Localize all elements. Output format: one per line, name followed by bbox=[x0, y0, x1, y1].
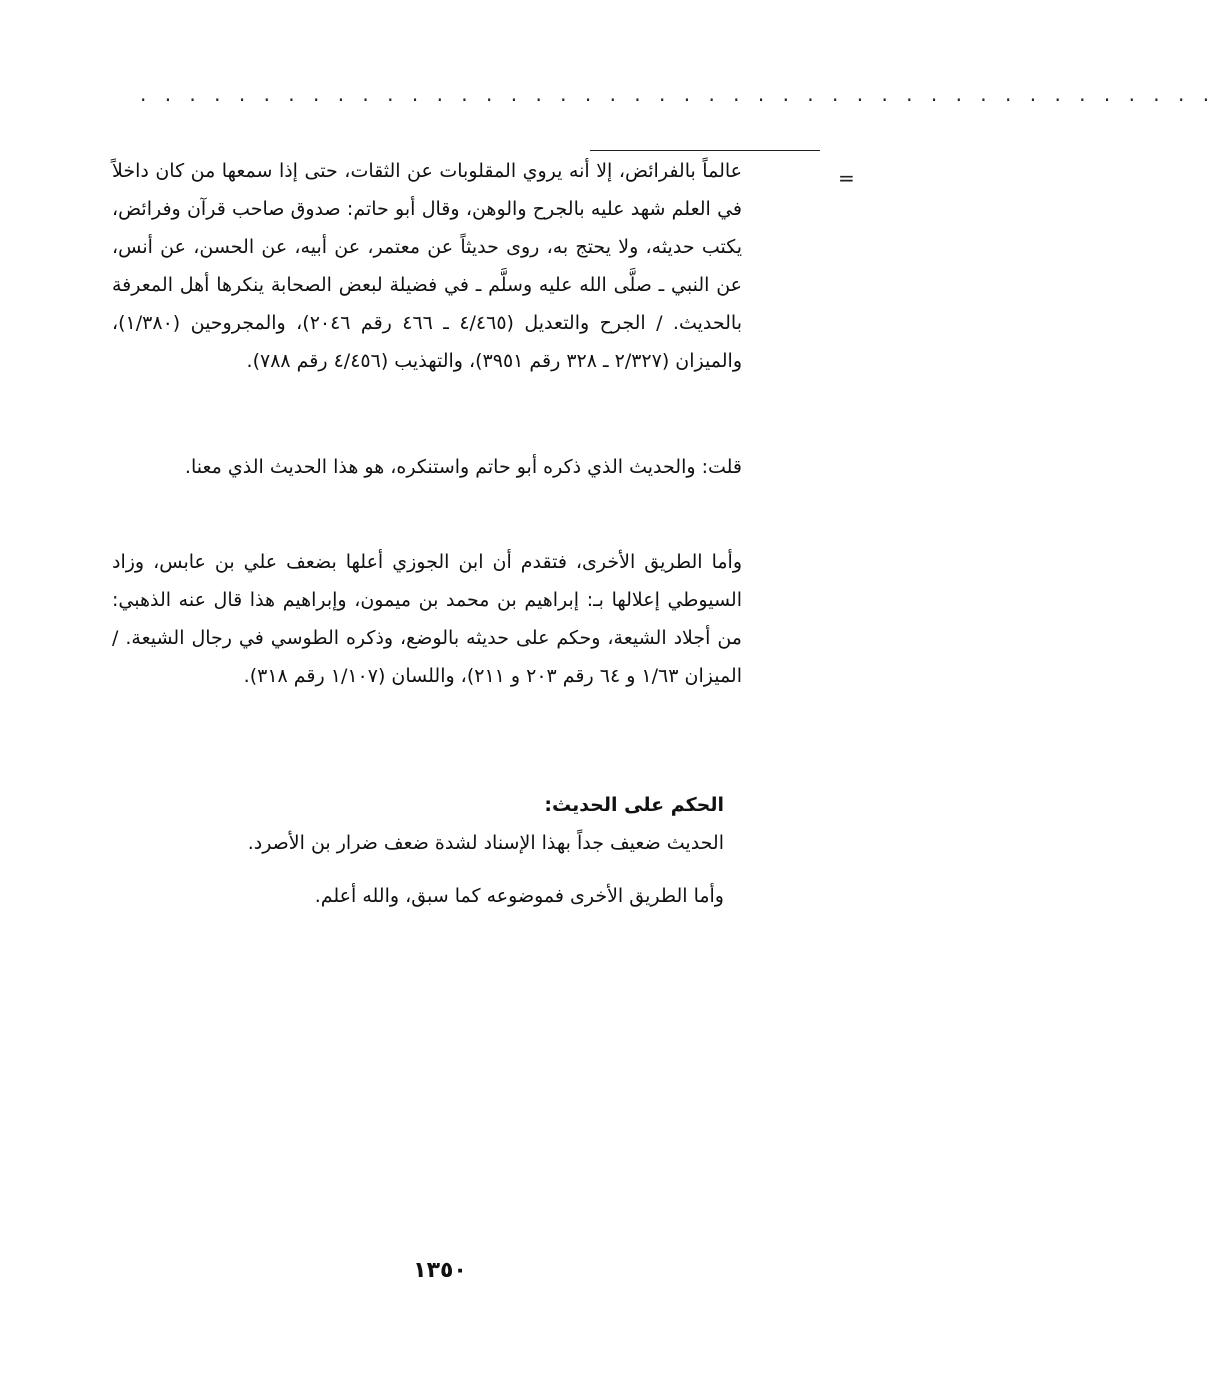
verdict-line-1: الحديث ضعيف جداً بهذا الإسناد لشدة ضعف ضرار بن الأصرد. bbox=[247, 832, 724, 854]
page-number: ١٣٥٠ bbox=[413, 1258, 467, 1283]
footnote-separator-rule bbox=[590, 150, 820, 151]
continuation-mark: = bbox=[838, 166, 855, 190]
footnote-paragraph-other-route: وأما الطريق الأخرى، فتقدم أن ابن الجوزي أعلها بضعف علي بن عابس، وزاد السيوطي إعلالها بـ: إبراهيم بن محمد بن ميمون، وإبراهيم هذا قال عنه الذهبي: من أجلاد الشيعة، وحكم على حديثه بالوضع، وذكره الطوسي في رجال الشيعة. / الميزان ١/٦٣ و ٦٤ رقم ٢٠٣ و ٢١١)، واللسان (١/١٠٧ رقم ٣١٨). bbox=[112, 551, 742, 687]
header-dotted-line: . . . . . . . . . . . . . . . . . . . . . . . . . . . . . . . . . . . . . . . . . . . . bbox=[140, 82, 1215, 106]
verdict-line-2: وأما الطريق الأخرى فموضوعه كما سبق، والله أعلم. bbox=[314, 885, 724, 907]
verdict-heading: الحكم على الحديث: bbox=[544, 794, 724, 816]
footnote-paragraph-narrator-critique: عالماً بالفرائض، إلا أنه يروي المقلوبات عن الثقات، حتى إذا سمعها من كان داخلاً في العلم شهد عليه بالجرح والوهن، وقال أبو حاتم: صدوق صاحب قرآن وفرائض، يكتب حديثه، ولا يحتج به، روى حديثاً عن معتمر، عن أبيه، عن الحسن، عن أنس، عن النبي ـ صلَّى الله عليه وسلَّم ـ في فضيلة لبعض الصحابة ينكرها أهل المعرفة بالحديث. / الجرح والتعديل (٤/٤٦٥ ـ ٤٦٦ رقم ٢٠٤٦)، والمجروحين (١/٣٨٠)، والميزان (٢/٣٢٧ ـ ٣٢٨ رقم ٣٩٥١)، والتهذيب (٤/٤٥٦ رقم ٧٨٨). bbox=[112, 160, 743, 372]
footnote-paragraph-remark: قلت: والحديث الذي ذكره أبو حاتم واستنكره، هو هذا الحديث الذي معنا. bbox=[184, 456, 742, 478]
